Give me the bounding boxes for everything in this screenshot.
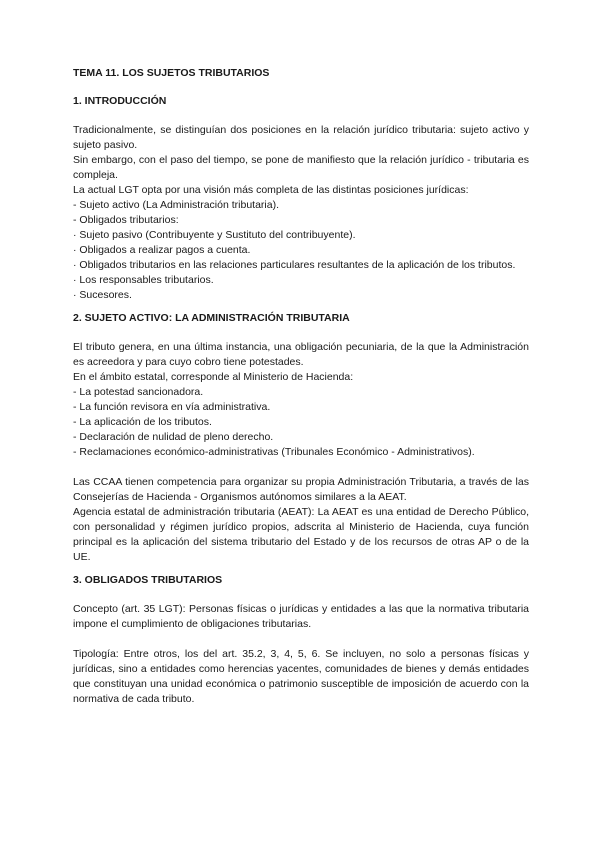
list-item: · Los responsables tributarios. xyxy=(73,274,214,286)
paragraph: En el ámbito estatal, corresponde al Ministerio de Hacienda: xyxy=(73,371,354,383)
section-heading: 3. OBLIGADOS TRIBUTARIOS xyxy=(73,574,223,586)
list-item: · Sucesores. xyxy=(73,289,132,301)
list-item: · Obligados a realizar pagos a cuenta. xyxy=(73,244,251,256)
paragraph: Sin embargo, con el paso del tiempo, se pone de manifiesto que la relación jurídico - tributaria es compleja. xyxy=(73,154,529,181)
list-item: · Sujeto pasivo (Contribuyente y Sustituto del contribuyente). xyxy=(73,229,356,241)
list-item: - La aplicación de los tributos. xyxy=(73,416,212,428)
list-item: - Reclamaciones económico-administrativas (Tribunales Económico - Administrativos). xyxy=(73,446,475,458)
list-item: - Obligados tributarios: xyxy=(73,214,179,226)
list-item: - La función revisora en vía administrativa. xyxy=(73,401,271,413)
document-title: TEMA 11. LOS SUJETOS TRIBUTARIOS xyxy=(73,67,270,79)
paragraph: El tributo genera, en una última instancia, una obligación pecuniaria, de la que la Administración es acreedora y para cuyo cobro tiene potestades. xyxy=(73,341,529,368)
list-item: - La potestad sancionadora. xyxy=(73,386,204,398)
list-item: - Sujeto activo (La Administración tributaria). xyxy=(73,199,280,211)
paragraph: La actual LGT opta por una visión más completa de las distintas posiciones jurídicas: xyxy=(73,184,469,196)
paragraph: Tradicionalmente, se distinguían dos posiciones en la relación jurídico tributaria: sujeto activo y sujeto pasivo. xyxy=(73,124,529,151)
paragraph: Las CCAA tienen competencia para organizar su propia Administración Tributaria, a través de las Consejerías de Hacienda - Organismos autónomos similares a la AEAT. xyxy=(73,476,529,503)
section-heading: 1. INTRODUCCIÓN xyxy=(73,95,167,107)
section-heading: 2. SUJETO ACTIVO: LA ADMINISTRACIÓN TRIBUTARIA xyxy=(73,312,350,324)
document-page xyxy=(73,66,529,707)
list-item: - Declaración de nulidad de pleno derecho. xyxy=(73,431,274,443)
list-item: · Obligados tributarios en las relaciones particulares resultantes de la aplicación de los tributos. xyxy=(73,259,516,271)
paragraph: Concepto (art. 35 LGT): Personas físicas o jurídicas y entidades a las que la normativa tributaria impone el cumplimiento de obligaciones tributarias. xyxy=(73,603,529,630)
paragraph: Tipología: Entre otros, los del art. 35.2, 3, 4, 5, 6. Se incluyen, no solo a personas físicas y jurídicas, sino a entidades como herencias yacentes, comunidades de bienes y demás entidades que constituyan una unidad económica o patrimonio susceptible de imposición de acuerdo con la normativa de cada tributo. xyxy=(73,648,529,705)
paragraph: Agencia estatal de administración tributaria (AEAT): La AEAT es una entidad de Derecho Público, con personalidad y régimen jurídico propios, adscrita al Ministerio de Hacienda, cuya función principal es la aplicación del sistema tributario del Estado y de los recursos de otras AP o de la UE. xyxy=(73,506,529,563)
